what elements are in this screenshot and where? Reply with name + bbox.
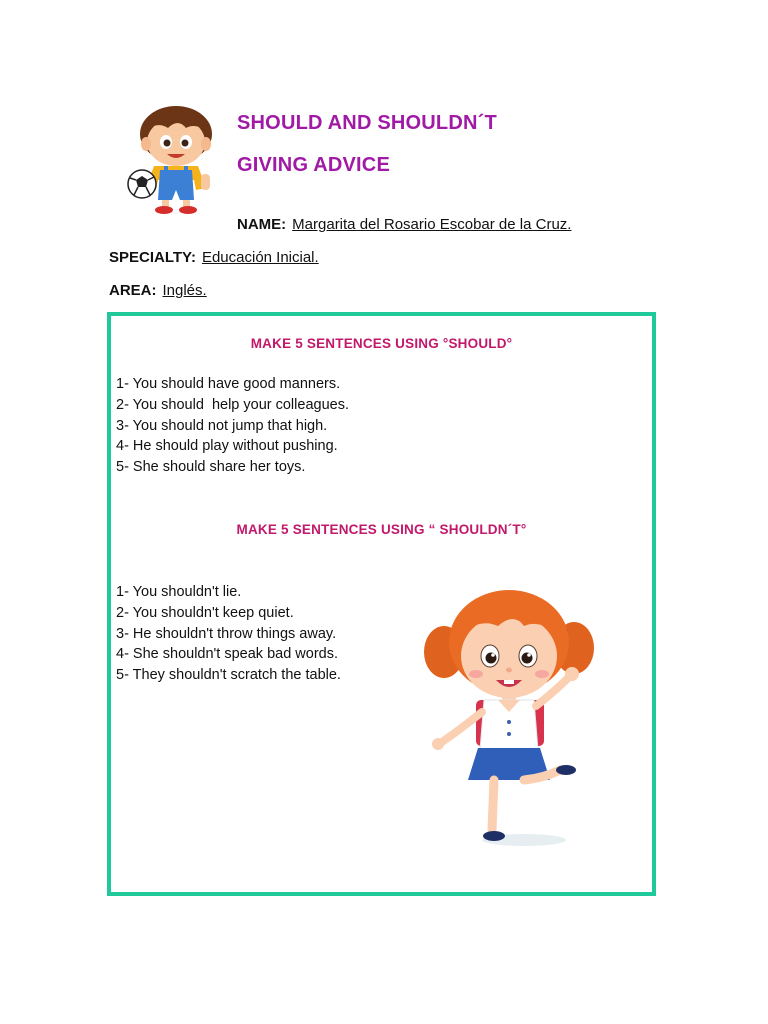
name-value: Margarita del Rosario Escobar de la Cruz.: [292, 216, 572, 233]
area-label: AREA:: [109, 282, 157, 299]
heading-shouldnt: MAKE 5 SENTENCES USING “ SHOULDN´T°: [236, 522, 527, 537]
list-item: 2- You shouldn't keep quiet.: [116, 604, 294, 621]
list-item: 3- He shouldn't throw things away.: [116, 625, 337, 642]
title-should-and-shouldnt: SHOULD AND SHOULDN´T: [237, 112, 497, 134]
list-item: 1- You should have good manners.: [116, 376, 341, 392]
name-field: [237, 216, 571, 233]
specialty-value: Educación Inicial.: [201, 249, 319, 266]
heading-should: MAKE 5 SENTENCES USING °SHOULD°: [250, 336, 513, 351]
list-item: 5- They shouldn't scratch the table.: [116, 667, 341, 684]
list-item: 3- You should not jump that high.: [116, 417, 328, 434]
specialty-field: [109, 249, 319, 266]
list-item: 4- He should play without pushing.: [116, 438, 338, 455]
list-item: 1- You shouldn't lie.: [116, 584, 242, 600]
specialty-label: SPECIALTY:: [109, 249, 196, 266]
should-sentence-list: [116, 374, 349, 478]
area-value: Inglés.: [162, 282, 207, 299]
title-giving-advice: GIVING ADVICE: [237, 154, 390, 176]
girl-with-backpack-icon: [414, 582, 604, 854]
list-item: 4- She shouldn't speak bad words.: [116, 646, 339, 663]
shouldnt-sentence-list: [116, 582, 341, 686]
list-item: 2- You should help your colleagues.: [116, 396, 349, 413]
boy-with-ball-icon: [126, 104, 222, 216]
list-item: 5- She should share her toys.: [116, 459, 306, 476]
area-field: [109, 282, 207, 299]
name-label: NAME:: [237, 216, 287, 233]
